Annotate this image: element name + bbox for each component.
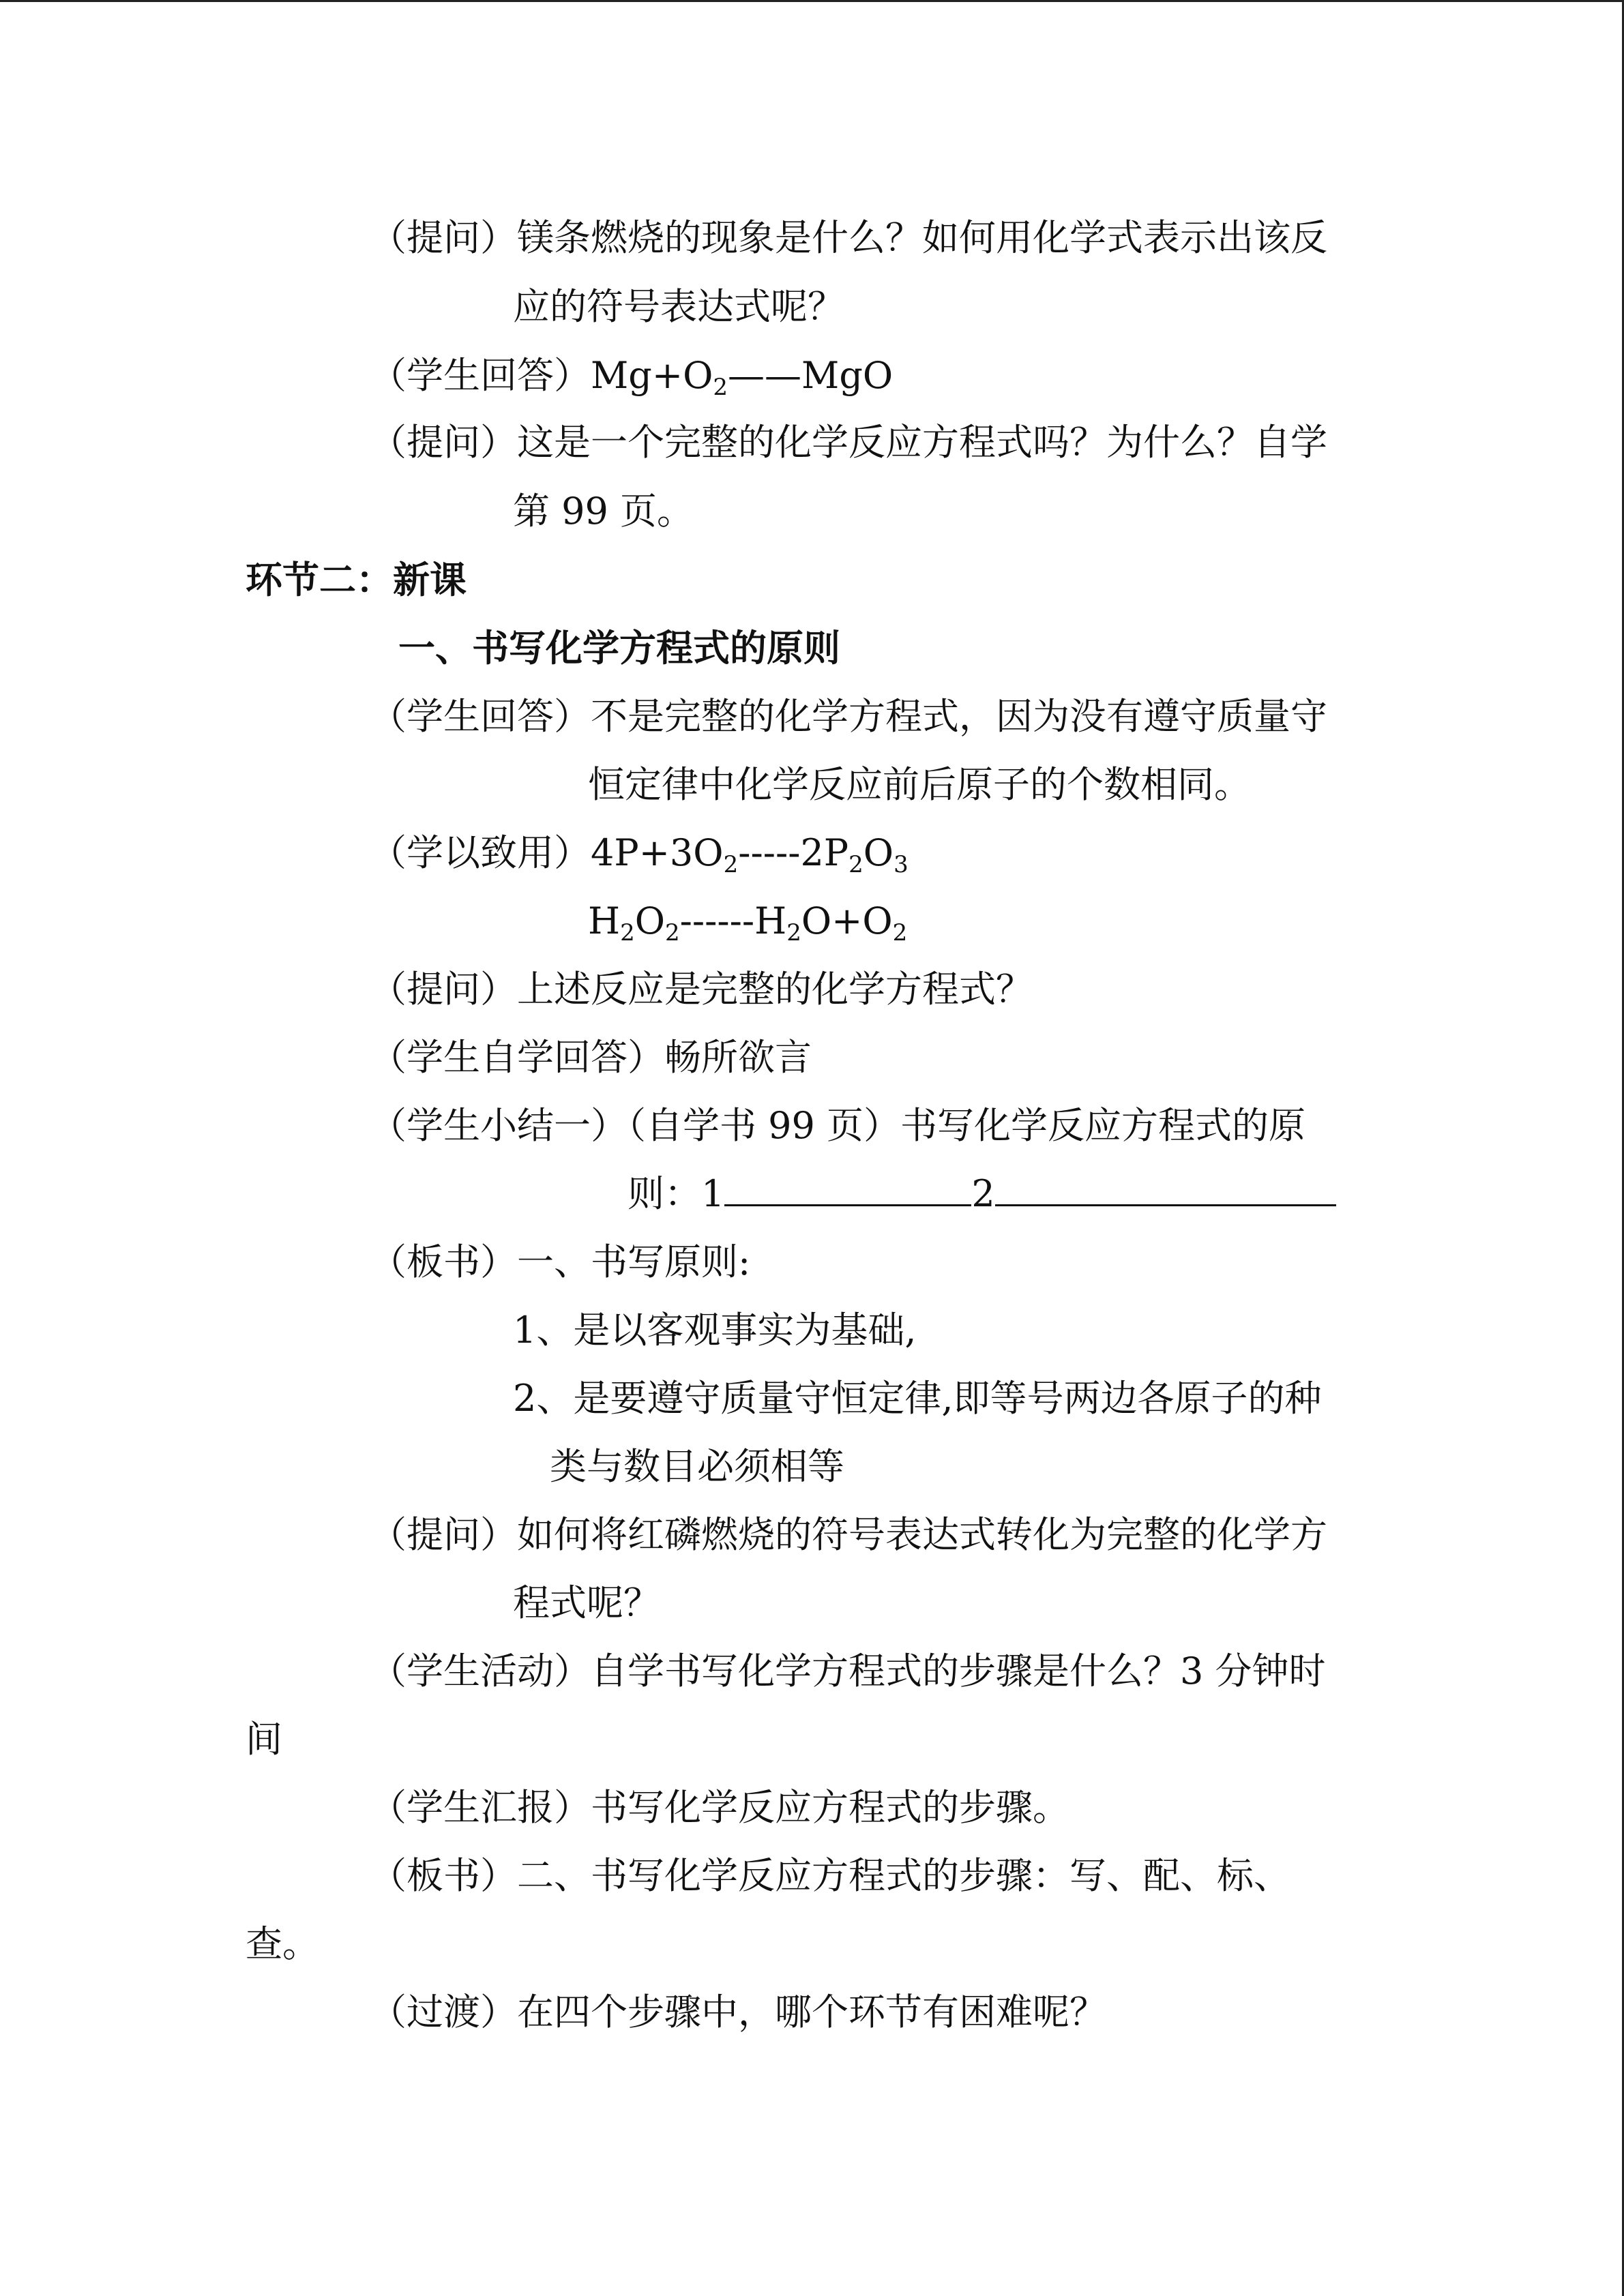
question-3: （提问）上述反应是完整的化学方程式？: [370, 968, 1033, 1011]
fill-blank-2: [995, 1159, 1336, 1206]
rule-2-line-1: 2、是要遵守质量守恒定律,即等号两边各原子的种: [513, 1377, 1322, 1420]
eq2-part: O: [634, 899, 666, 942]
eq1-subscript: 2: [723, 851, 739, 878]
subheading-principles: 一、书写化学方程式的原则: [398, 626, 840, 670]
apply-label: （学以致用）: [370, 831, 591, 874]
question-2-line-2: 第 99 页。: [513, 490, 694, 533]
transition-question: （过渡）在四个步骤中，哪个环节有困难呢？: [370, 1991, 1106, 2033]
apply-equation-1: [370, 818, 909, 887]
student-activity-line-1: （学生活动）自学书写化学方程式的步骤是什么？3 分钟时: [370, 1650, 1326, 1693]
answer-1-subscript: 2: [713, 374, 728, 401]
student-answer-1: [370, 341, 893, 410]
question-4-line-2: 程式呢？: [513, 1581, 660, 1624]
eq1-part: O: [863, 831, 894, 874]
eq1-subscript: 3: [894, 851, 909, 878]
student-answer-2-line-2: 恒定律中化学反应前后原子的个数相同。: [588, 763, 1251, 806]
student-answer-2-line-1: （学生回答）不是完整的化学方程式，因为没有遵守质量守: [370, 695, 1327, 738]
eq2-subscript: 2: [786, 919, 801, 946]
eq2-subscript: 2: [620, 919, 635, 946]
question-1-line-1: （提问）镁条燃烧的现象是什么？如何用化学式表示出该反: [370, 216, 1327, 259]
eq2-part: H: [588, 899, 621, 942]
summary-line-1: （学生小结一）（自学书 99 页）书写化学反应方程式的原: [370, 1104, 1306, 1147]
student-activity-line-2: 间: [246, 1718, 282, 1761]
section-heading: 环节二：新课: [246, 558, 467, 601]
answer-1-prefix: （学生回答）Mg+O: [370, 354, 713, 397]
question-1-line-2: 应的符号表达式呢？: [513, 285, 844, 328]
eq1-part: 4P+3O: [591, 831, 724, 874]
summary-mid: 2: [971, 1172, 995, 1215]
answer-1-suffix: ——MgO: [728, 354, 894, 397]
rule-2-line-2: 类与数目必须相等: [550, 1445, 844, 1488]
board-note-1: （板书）一、书写原则:: [370, 1240, 751, 1283]
rule-1: 1、是以客观事实为基础,: [513, 1309, 917, 1352]
eq2-part: ------H: [679, 899, 787, 942]
eq2-part: O+O: [801, 899, 893, 942]
summary-prefix: 则：1: [628, 1172, 725, 1215]
fill-blank-1: [724, 1159, 971, 1206]
eq2-subscript: 2: [665, 919, 680, 946]
student-answer-3: （学生自学回答）畅所欲言: [370, 1036, 812, 1079]
summary-line-2: [628, 1159, 1336, 1228]
eq1-part: -----2P: [738, 831, 849, 874]
eq1-subscript: 2: [848, 851, 863, 878]
apply-equation-2: [588, 886, 907, 955]
board-note-2-line-2: 查。: [246, 1922, 319, 1965]
eq2-subscript: 2: [892, 919, 908, 946]
board-note-2-line-1: （板书）二、书写化学反应方程式的步骤：写、配、标、: [370, 1854, 1290, 1897]
question-4-line-1: （提问）如何将红磷燃烧的符号表达式转化为完整的化学方: [370, 1513, 1327, 1556]
student-report: （学生汇报）书写化学反应方程式的步骤。: [370, 1786, 1069, 1829]
question-2-line-1: （提问）这是一个完整的化学反应方程式吗？为什么？自学: [370, 421, 1327, 464]
